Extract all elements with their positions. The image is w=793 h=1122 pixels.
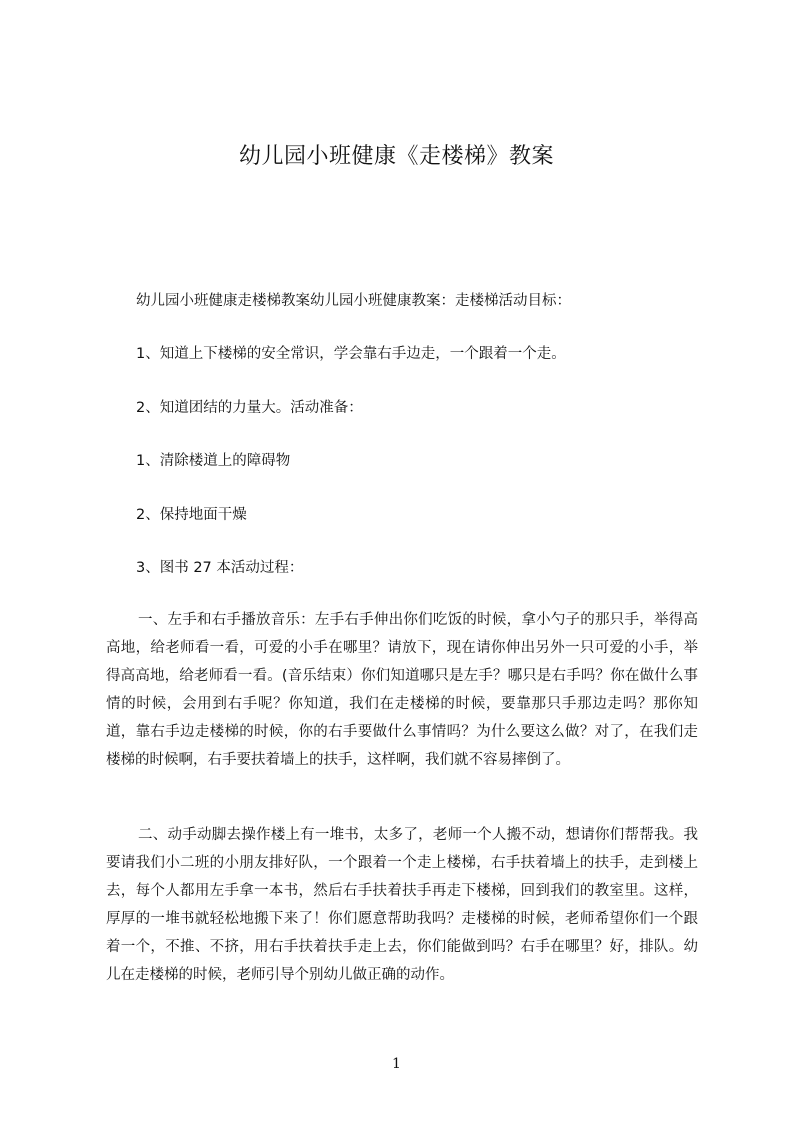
paragraph-preparation-1: 1、清除楼道上的障碍物 [136,453,291,469]
paragraph-process-2: 二、动手动脚去操作楼上有一堆书，太多了，老师一个人搬不动，想请你们帮帮我。我要请我们小二班的小朋友排好队，一个跟着一个走上楼梯，右手扶着墙上的扶手，走到楼上去，每个人都用左手拿一本书，然后右手扶着扶手再走下楼梯，回到我们的教室里。这样，厚厚的一堆书就轻松地搬下来了！你们愿意帮助我吗？走楼梯的时候，老师希望你们一个跟着一个，不推、不挤，用右手扶着扶手走上去，你们能做到吗？右手在哪里？好，排队。幼儿在走楼梯的时候，老师引导个别幼儿做正确的动作。 [106,827,698,983]
paragraph-preparation-3: 3、图书 27 本活动过程： [136,560,304,576]
paragraph-objective-2: 2、知道团结的力量大。活动准备： [136,400,363,416]
document-title: 幼儿园小班健康《走楼梯》教案 [238,144,554,169]
paragraph-objectives-intro: 幼儿园小班健康走楼梯教案幼儿园小班健康教案：走楼梯活动目标： [136,293,571,309]
page-number: 1 [392,1056,401,1072]
paragraph-preparation-2: 2、保持地面干燥 [136,507,247,523]
paragraph-process-1: 一、左手和右手播放音乐：左手右手伸出你们吃饭的时候，拿小勺子的那只手，举得高高地，给老师看一看，可爱的小手在哪里？请放下，现在请你伸出另外一只可爱的小手，举得高高地，给老师看一看。(音乐结束）你们知道哪只是左手？哪只是右手吗？你在做什么事情的时候，会用到右手呢？你知道，我们在走楼梯的时候，要靠那只手那边走吗？那你知道，靠右手边走楼梯的时候，你的右手要做什么事情吗？为什么要这么做？对了，在我们走楼梯的时候啊，右手要扶着墙上的扶手，这样啊，我们就不容易摔倒了。 [106,612,698,768]
paragraph-objective-1: 1、知道上下楼梯的安全常识，学会靠右手边走，一个跟着一个走。 [136,346,566,362]
